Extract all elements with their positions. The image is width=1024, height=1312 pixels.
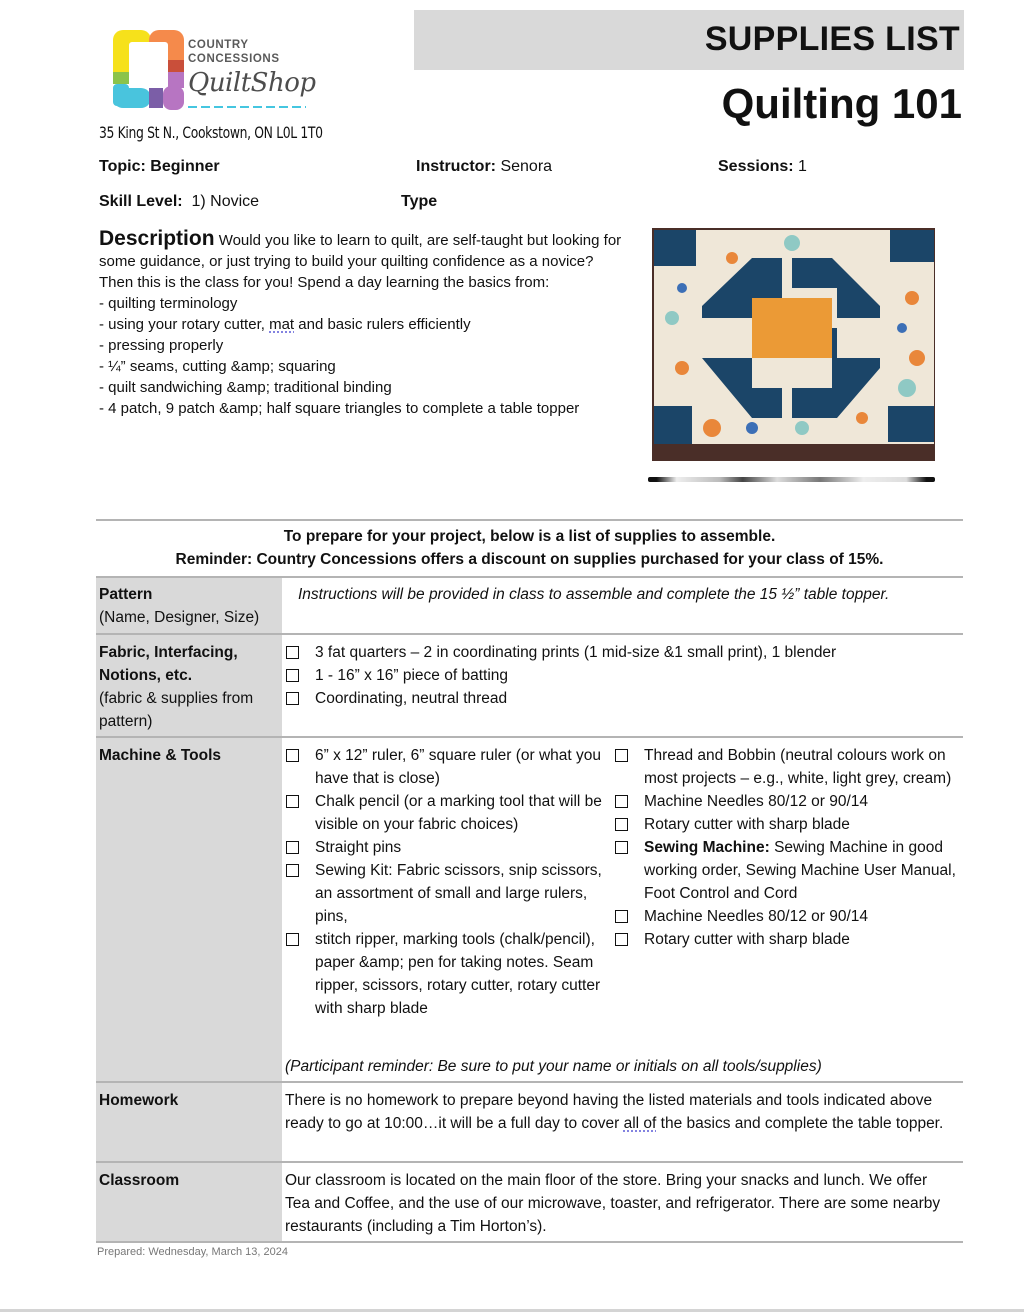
description-block [99,228,629,419]
prepared-date: Prepared: Wednesday, March 13, 2024 [97,1246,288,1258]
divider [96,633,963,635]
checklist-item [615,836,965,905]
instructor-field [416,158,552,176]
document-title: SUPPLIES LIST [704,20,960,58]
instructor-value: Senora [500,158,553,175]
classroom-label-title: Classroom [99,1172,180,1189]
divider [96,576,963,578]
divider [96,736,963,738]
checkbox[interactable] [615,818,628,831]
description-heading: Description [99,227,215,250]
machine-tools-left-checklist [286,744,608,1020]
checklist-item-text: Straight pins [315,839,402,856]
skill-level-label: Skill Level: [99,193,183,210]
classroom-label [99,1169,281,1192]
homework-label-title: Homework [99,1092,179,1109]
checklist-item-text: Sewing Kit: Fabric scissors, snip scissors, an assortment of small and large rulers, pins, [315,862,602,925]
checklist-item-text: Chalk pencil (or a marking tool that will be visible on your fabric choices) [315,793,602,833]
description-item: - quilting terminology [99,295,238,312]
checkbox[interactable] [286,795,299,808]
machine-tools-right-checklist [615,744,965,951]
image-caption-bar [648,477,935,482]
supplies-intro: To prepare for your project, below is a list of supplies to assemble. [283,528,776,545]
fabric-label [99,641,281,733]
fabric-label-sub: (fabric & supplies from pattern) [99,690,254,730]
title-bar [414,10,964,70]
table-topper-photo [652,228,935,461]
pattern-label-sub: (Name, Designer, Size) [99,609,260,626]
checklist-item [615,928,965,951]
topic-value: Beginner [150,158,220,175]
fabric-label-line2: Notions, etc. [99,667,193,684]
checklist-item-text: Thread and Bobbin (neutral colours work on most projects – e.g., white, light grey, cream) [644,747,952,787]
pattern-label [99,583,281,629]
logo-line-country: COUNTRY [188,39,249,51]
spellcheck-word: all of [623,1115,657,1132]
checkbox[interactable] [286,933,299,946]
shop-address: 35 King St N., Cookstown, ON L0L 1T0 [99,123,323,142]
spellcheck-word: mat [269,316,295,333]
logo-script-quiltshop: QuiltShop [188,68,316,98]
sessions-field [718,158,807,176]
checklist-item-text: 3 fat quarters – 2 in coordinating prints (1 mid-size &1 small print), 1 blender [315,644,837,661]
checkbox[interactable] [286,864,299,877]
checklist-item-text: stitch ripper, marking tools (chalk/pencil), paper &amp; pen for taking notes. Seam ripper, scissors, rotary cutter, rotary cutter with sharp blade [315,931,601,1017]
logo-line-concessions: CONCESSIONS [188,53,280,65]
checklist-item [286,664,962,687]
description-item [99,314,629,335]
logo-wordmark [188,38,280,66]
skill-level-value: 1) Novice [191,193,260,210]
course-title: Quilting 101 [721,80,962,127]
discount-reminder: Reminder: Country Concessions offers a discount on supplies purchased for your class of 15%. [175,551,884,568]
checklist-item-text: Machine Needles 80/12 or 90/14 [644,908,869,925]
instructor-label: Instructor: [416,158,496,175]
description-item-text: - using your rotary cutter, [99,316,270,333]
checklist-item-text [644,836,965,905]
checkbox[interactable] [286,841,299,854]
homework-text-part: There is no homework to prepare beyond having the listed materials and tools indicated above ready to go at 10:00…it will be a full day to cover [285,1092,933,1132]
checklist-item [615,790,965,813]
checklist-item [286,790,608,836]
divider [96,519,963,521]
checklist-item-text: Rotary cutter with sharp blade [644,931,850,948]
topic-field [99,158,220,176]
checklist-item-text: Machine Needles 80/12 or 90/14 [644,793,869,810]
description-list [99,293,629,419]
machine-tools-label-title: Machine & Tools [99,747,222,764]
pattern-label-title: Pattern [99,586,153,603]
description-intro: Would you like to learn to quilt, are self-taught but looking for some guidance, or just trying to build your quilting confidence as a novice? Then this is the class for you! Spend a day learning the basics from: [99,232,622,291]
machine-tools-label [99,744,281,767]
sewing-machine-text: Sewing Machine in good working order, Sewing Machine User Manual, Foot Control and Cord [644,839,956,902]
homework-text-part: the basics and complete the table topper. [656,1115,944,1132]
description-item: - 4 patch, 9 patch &amp; half square triangles to complete a table topper [99,400,580,417]
checklist-item-text: 1 - 16” x 16” piece of batting [315,667,509,684]
checklist-item [286,859,608,928]
checkbox[interactable] [615,749,628,762]
checkbox[interactable] [286,646,299,659]
sessions-value: 1 [798,158,807,175]
checklist-item [286,744,608,790]
pattern-instructions: Instructions will be provided in class to assemble and complete the 15 ½” table topper. [298,586,890,603]
checkbox[interactable] [286,692,299,705]
checkbox[interactable] [615,910,628,923]
description-item: - quilt sandwiching &amp; traditional binding [99,379,392,396]
checklist-item [615,905,965,928]
classroom-text: Our classroom is located on the main floor of the store. Bring your snacks and lunch. We offer Tea and Coffee, and the use of our microwave, toaster, and refrigerator. There are some nearby restaurants (including a Tim Horton’s). [285,1172,941,1235]
divider [96,1241,963,1243]
divider [96,1081,963,1083]
checklist-item-text: Coordinating, neutral thread [315,690,508,707]
participant-reminder: (Participant reminder: Be sure to put your name or initials on all tools/supplies) [285,1058,822,1075]
checkbox[interactable] [615,933,628,946]
logo-dashed-line [188,106,306,108]
description-item-text: and basic rulers efficiently [294,316,471,333]
homework-text [285,1089,953,1135]
checklist-item [286,641,962,664]
sessions-label: Sessions: [718,158,794,175]
fabric-checklist [286,641,962,710]
description-item: - ¼” seams, cutting &amp; squaring [99,358,336,375]
fabric-label-line1: Fabric, Interfacing, [99,644,238,661]
type-field [401,193,437,211]
description-item: - pressing properly [99,337,224,354]
checkbox[interactable] [286,669,299,682]
divider [96,1161,963,1163]
checkbox[interactable] [615,841,628,854]
checklist-item [615,813,965,836]
skill-level-field [99,193,259,211]
checkbox[interactable] [286,749,299,762]
checklist-item [286,687,962,710]
checklist-item [615,744,965,790]
checkbox[interactable] [615,795,628,808]
sewing-machine-bold: Sewing Machine: [644,839,770,856]
type-label: Type [401,193,438,210]
homework-label [99,1089,281,1112]
checklist-item-text: Rotary cutter with sharp blade [644,816,850,833]
checklist-item-text: 6” x 12” ruler, 6” square ruler (or what you have that is close) [315,747,602,787]
checklist-item [286,928,608,1020]
topic-label: Topic: [99,158,146,175]
checklist-item [286,836,608,859]
